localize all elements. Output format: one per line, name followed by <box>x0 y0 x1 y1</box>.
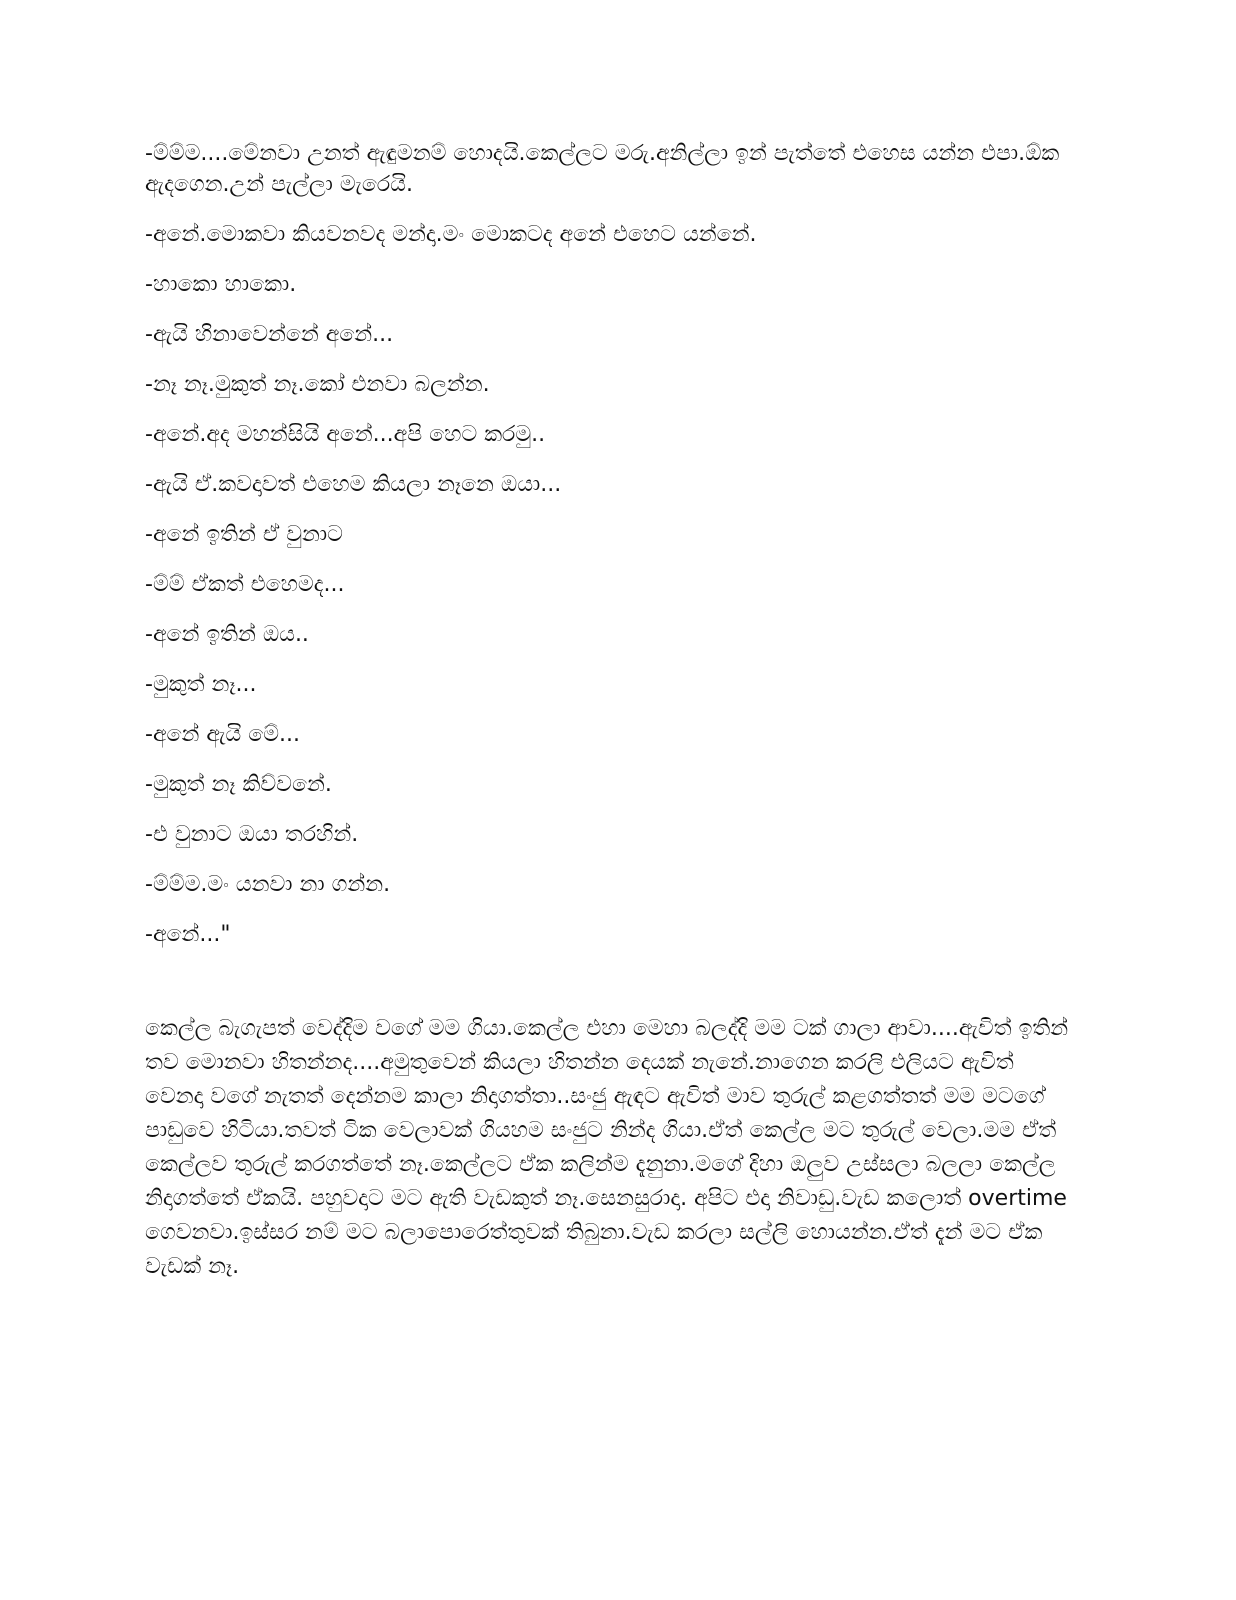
document-page <box>145 138 1075 1284</box>
dialogue-line: -අනේ.මොකවා කියවනවද මන්දා.මං මොකටද අනේ එහෙට යන්නේ. <box>145 222 757 247</box>
dialogue-line: -අනේ..." <box>145 922 231 947</box>
dialogue-line: -ම්ම්ම....මේනවා උනත් ඇඳුමනම් හොදයි.කෙල්ලට මරු.අනිල්ලා ඉන් පැත්තේ එහෙස යන්න එපා.ඕක ඇදගෙන.උන් පැල්ලා මැරෙයි. <box>145 141 1067 197</box>
dialogue-line: -ම්ම් ඒකත් එහෙමද... <box>145 572 345 597</box>
narrative-paragraph: කෙල්ල බැගැපත් වෙද්දිම වගේ මම ගියා.කෙල්ල එහා මෙහා බලද්දි මම ටක් ගාලා ආවා....ඇවිත් ඉතින් තව මොනවා හිතන්නද....අමුතුවෙන් කියලා හිතන්න දෙයක් නැනේ.නාගෙන කරලි එලියට ඇවිත් වෙනදා වගේ නැතත් දෙන්නම කාලා නිදාගත්තා..සංජු ඇඳට ඇවිත් මාව තුරුල් කළගත්තත් මම මටගේ පාඩුවෙ හිටියා.තවත් ටික වෙලාවක් ගියහම සංජුට නින්ද ගියා.ඒත් කෙල්ල මට තුරුල් වෙලා.මම ඒත් කෙල්ලව තුරුල් කරගත්තේ නෑ.කෙල්ලට ඒක කලින්ම දැනුනා.මගේ දිහා ඔලුව උස්සලා බලලා කෙල්ල නිදාගත්තේ ඒකයි. පහුවදාට මට ඇති වැඩකුත් නෑ.සෙනසුරාදා. අපිට එදා නිවාඩු.වැඩ කලොත් overtime ගෙවනවා.ඉස්සර නම් මට බලාපොරෙත්තුවක් තිබුනා.වැඩ කරලා සල්ලි හොයන්න.ඒත් දැන් මට ඒක වැඩක් නෑ. <box>145 1016 1069 1279</box>
dialogue-line: -නෑ නෑ.මුකුත් නෑ.කෝ එනවා බලන්න. <box>145 372 490 397</box>
dialogue-line: -මුකුත් නෑ කිව්වනේ. <box>145 772 332 797</box>
dialogue-line: -අනේ ඉතින් ඒ වුනාට <box>145 522 343 547</box>
dialogue-line: -අනේ.අද මහන්සියි අනේ...අපි හෙට කරමු.. <box>145 422 546 447</box>
dialogue-line: -ඇයි හිනාවෙන්නේ අනේ... <box>145 322 394 347</box>
dialogue-line: -අනේ ඇයි මේ... <box>145 722 301 747</box>
dialogue-line: -හාකො හාකො. <box>145 272 297 297</box>
dialogue-line: -අනේ ඉතින් ඔය.. <box>145 622 309 647</box>
dialogue-line: -මුකුත් නෑ... <box>145 672 257 697</box>
dialogue-line: -එ වුනාට ඔයා තරහින්. <box>145 822 359 847</box>
dialogue-line: -ම්ම්ම.මං යනවා නා ගන්න. <box>145 872 391 897</box>
dialogue-line: -ඇයි ඒ.කවදාවත් එහෙම කියලා නෑනෙ ඔයා... <box>145 472 562 497</box>
